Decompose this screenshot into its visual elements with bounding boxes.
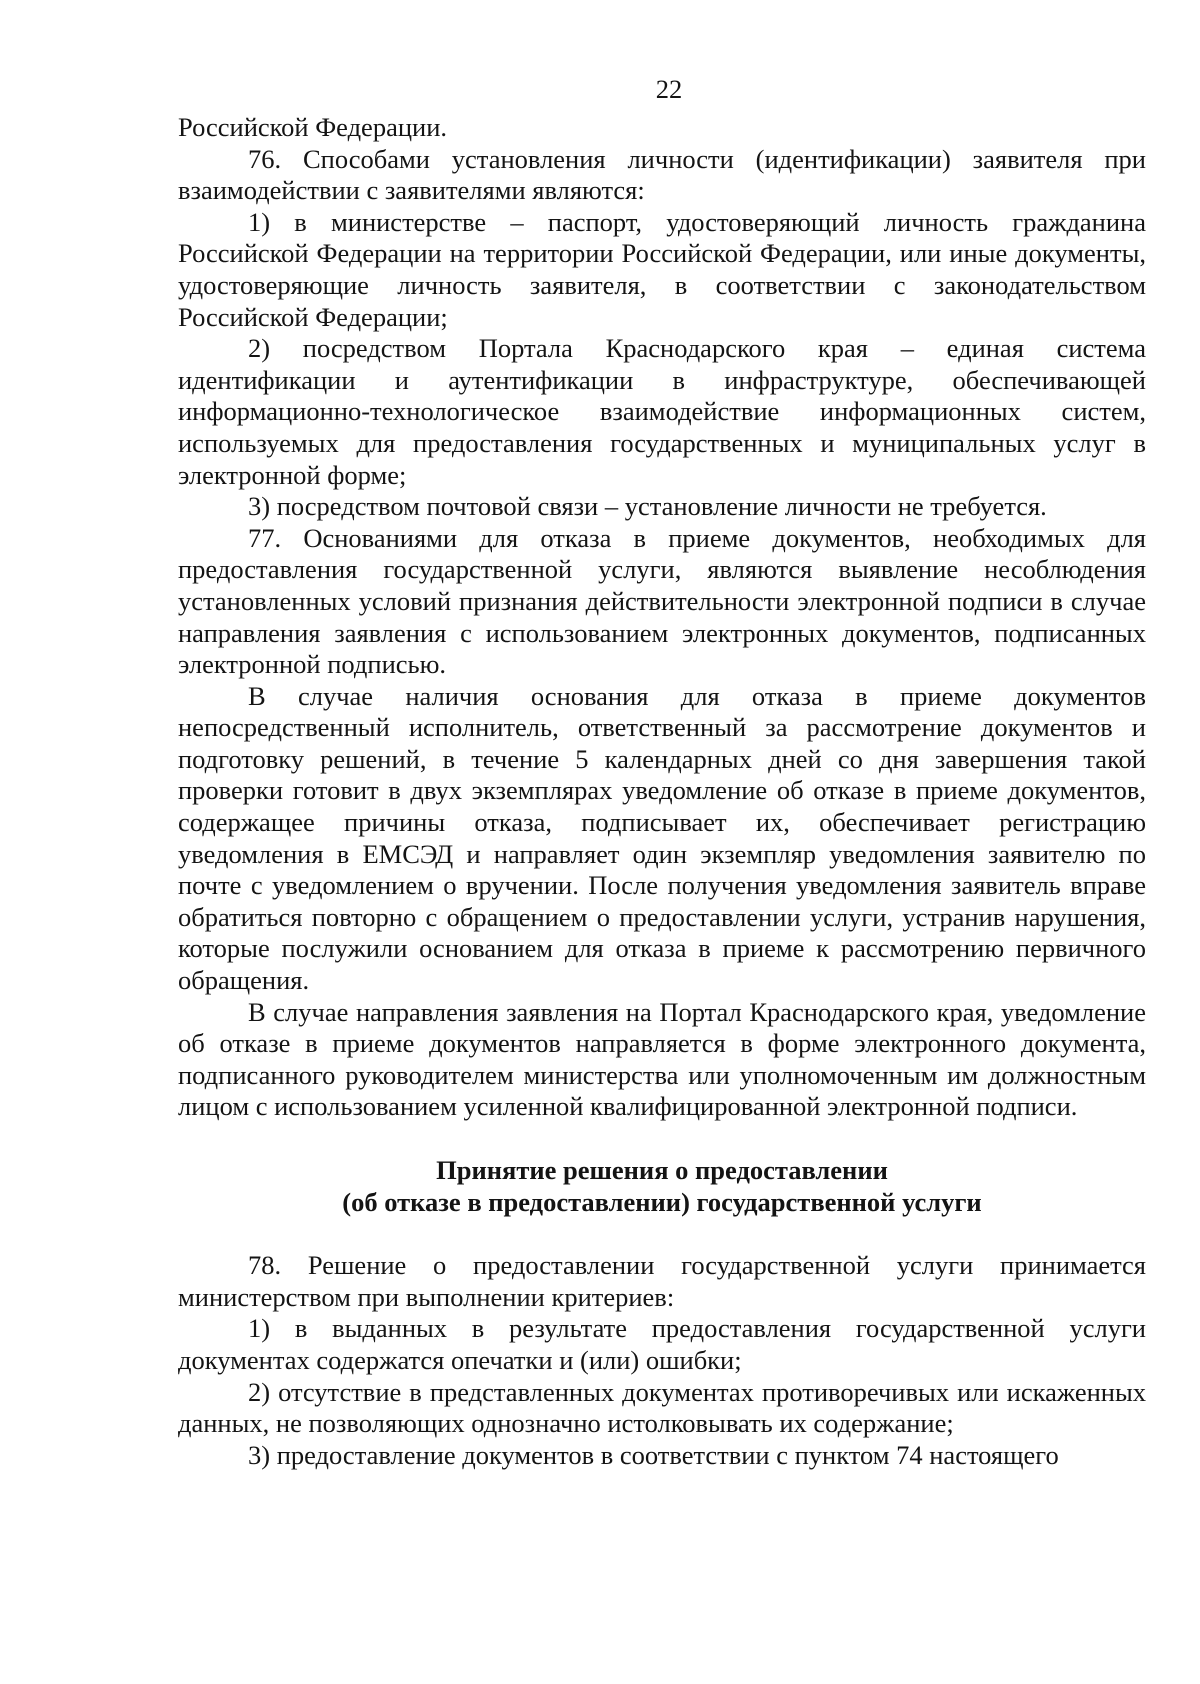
paragraph: 78. Решение о предоставлении государственной услуги принимается министерством при выполнении критериев:: [178, 1250, 1146, 1312]
paragraph: 76. Способами установления личности (идентификации) заявителя при взаимодействии с заявителями являются:: [178, 143, 1146, 206]
paragraph: Российской Федерации.: [178, 112, 447, 142]
section-heading-line: (об отказе в предоставлении) государственной услуги: [342, 1186, 982, 1217]
paragraphs-before: [178, 112, 1146, 1123]
paragraph: 1) в министерстве – паспорт, удостоверяющий личность гражданина Российской Федерации на территории Российской Федерации, или иные документы, удостоверяющие личность заявителя, в соответствии с законодательством Российской Федерации;: [178, 206, 1146, 332]
paragraph: 1) в выданных в результате предоставления государственной услуги документах содержатся опечатки и (или) ошибки;: [178, 1313, 1146, 1375]
paragraph: 77. Основаниями для отказа в приеме документов, необходимых для предоставления государственной услуги, являются выявление несоблюдения установленных условий признания действительности электронной подписи в случае направления заявления с использованием электронных документов, подписанных электронной подписью.: [178, 522, 1146, 680]
document-body: [178, 112, 1146, 1471]
paragraph: 2) отсутствие в представленных документах противоречивых или искаженных данных, не позволяющих однозначно истолковывать их содержание;: [178, 1376, 1146, 1439]
page-number: 22: [655, 74, 683, 104]
section-heading-line: Принятие решения о предоставлении: [436, 1155, 888, 1185]
paragraph: 3) посредством почтовой связи – установление личности не требуется.: [248, 491, 1047, 522]
paragraph: В случае наличия основания для отказа в приеме документов непосредственный исполнитель, ответственный за рассмотрение документов и подготовку решений, в течение 5 календарных дней со дня завершения такой проверки готовит в двух экземплярах уведомление об отказе в приеме документов, содержащее причины отказа, подписывает их, обеспечивает регистрацию уведомления в ЕМСЭД и направляет один экземпляр уведомления заявителю по почте с уведомлением о вручении. После получения уведомления заявитель вправе обратиться повторно с обращением о предоставлении услуги, устранив нарушения, которые послужили основанием для отказа в приеме к рассмотрению первичного обращения.: [178, 680, 1146, 996]
paragraph: 3) предоставление документов в соответствии с пунктом 74 настоящего: [248, 1439, 1059, 1470]
paragraph: 2) посредством Портала Краснодарского края – единая система идентификации и аутентификации в инфраструктуре, обеспечивающей информационно-технологическое взаимодействие информационных систем, используемых для предоставления государственных и муниципальных услуг в электронной форме;: [178, 333, 1146, 490]
paragraphs-after: [178, 1250, 1146, 1471]
section-heading: [178, 1155, 1146, 1218]
paragraph: В случае направления заявления на Портал Краснодарского края, уведомление об отказе в приеме документов направляется в форме электронного документа, подписанного руководителем министерства или уполномоченным им должностным лицом с использованием усиленной квалифицированной электронной подписи.: [178, 996, 1146, 1122]
